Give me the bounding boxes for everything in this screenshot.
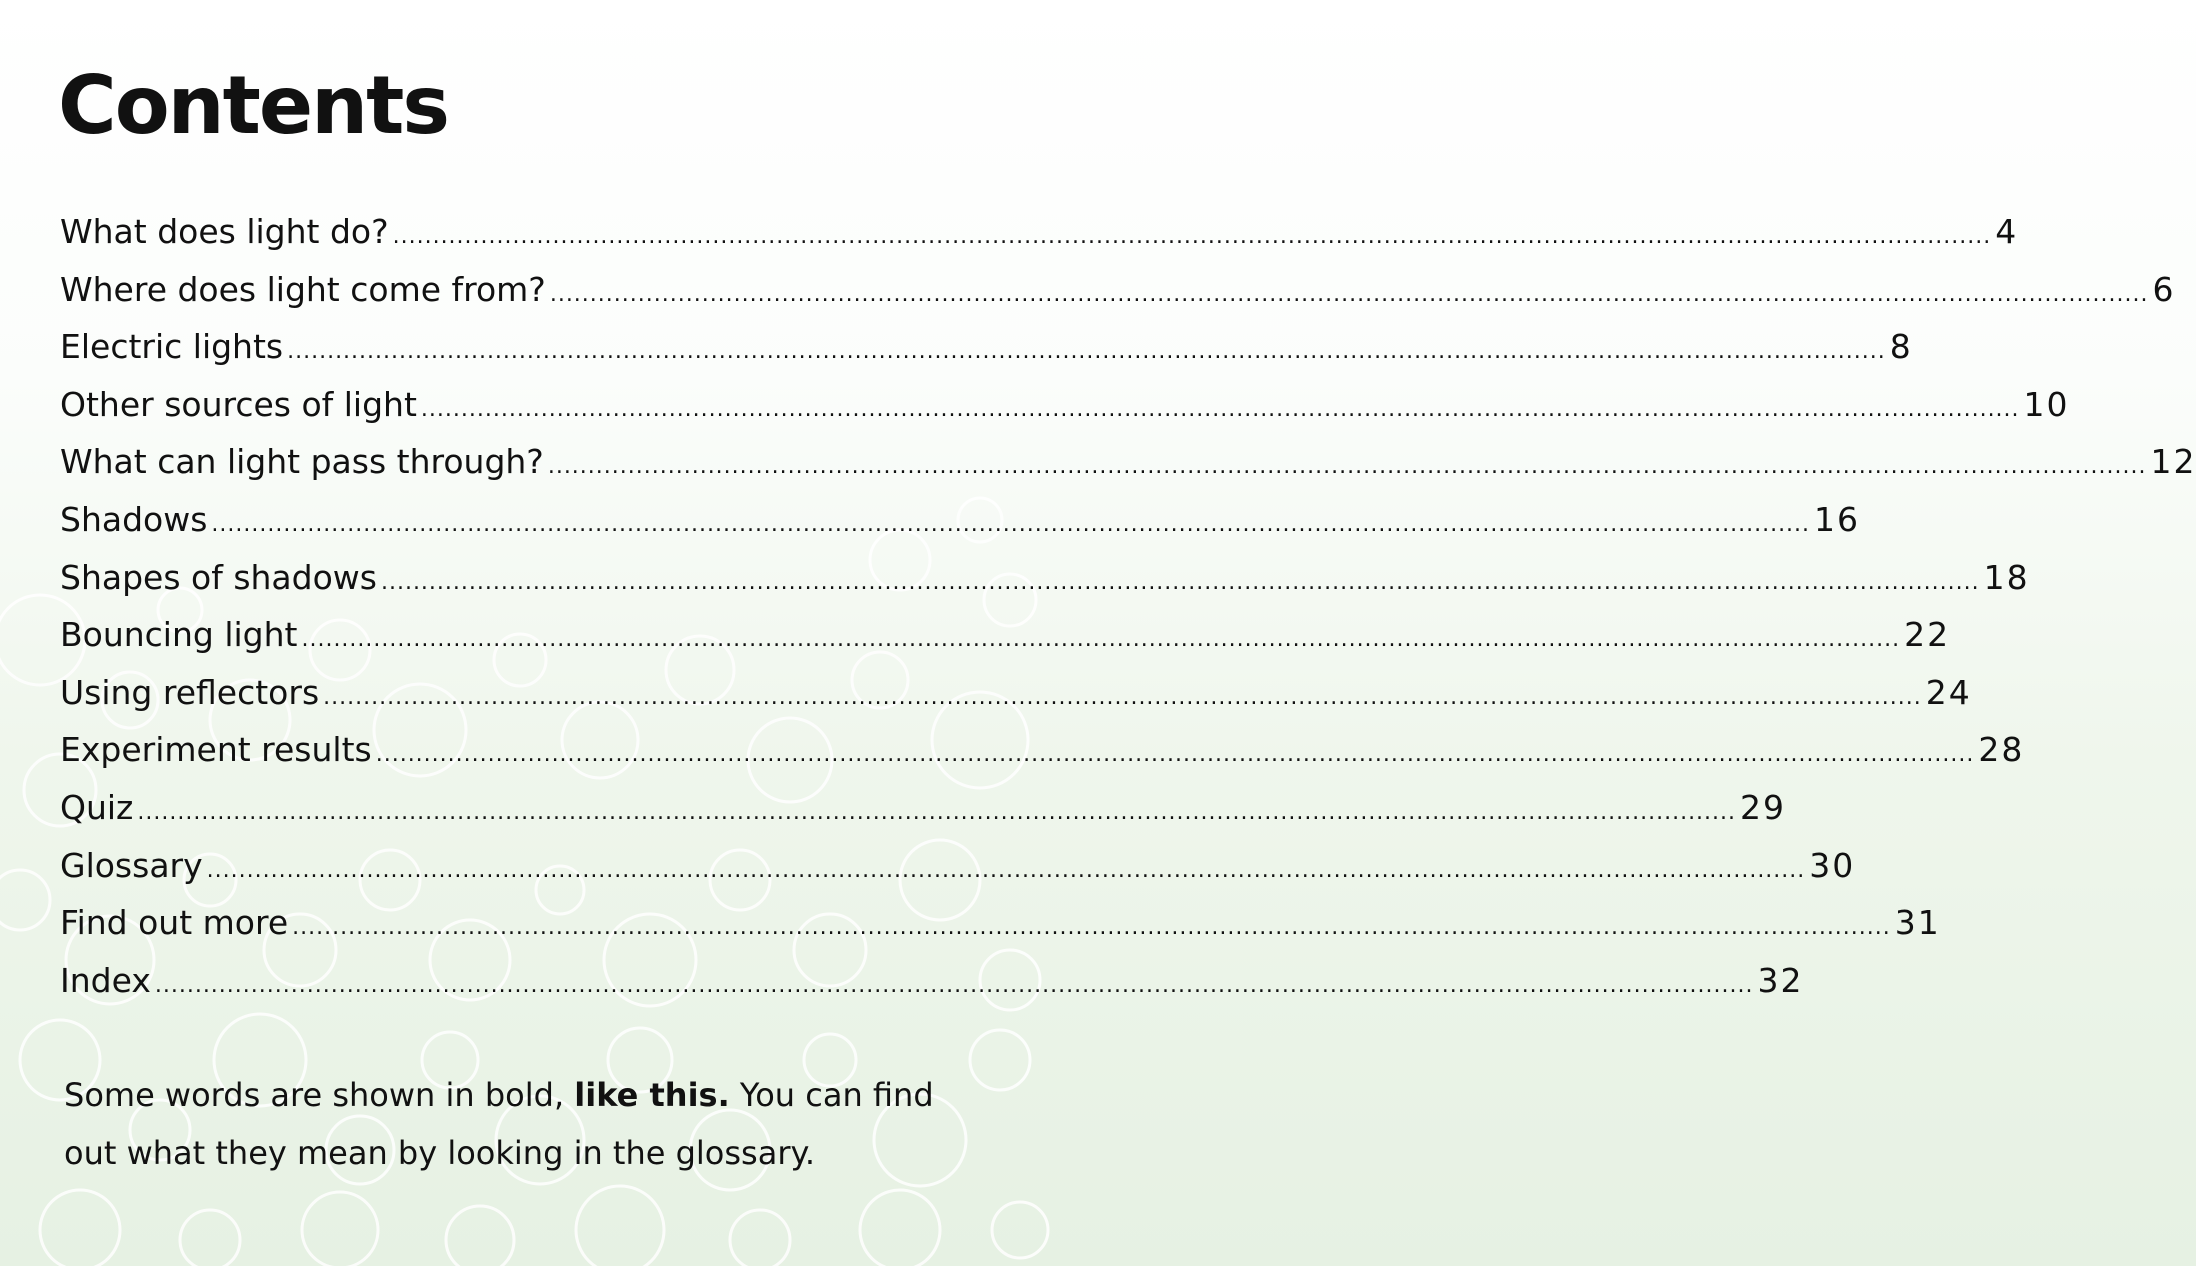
toc-entry-title: Shadows (60, 499, 208, 539)
toc-dot-leader: ........................................................................................................................................................................................................ (420, 396, 2020, 422)
toc-dot-leader: ........................................................................................................................................................................................................ (547, 454, 2147, 480)
toc-entry-title: Glossary (60, 845, 203, 885)
toc-page-number: 6 (2152, 269, 2176, 309)
toc-entry (60, 376, 2070, 434)
toc-dot-leader: ........................................................................................................................................................................................................ (211, 511, 1811, 537)
toc-page-number: 18 (1983, 557, 2030, 597)
toc-entry-title: Using reflectors (60, 672, 320, 712)
page-title: Contents (58, 59, 448, 152)
toc-dot-leader: ........................................................................................................................................................................................................ (549, 281, 2149, 307)
toc-dot-leader: ........................................................................................................................................................................................................ (206, 857, 1806, 883)
glossary-note (64, 1066, 954, 1182)
toc-dot-leader: ........................................................................................................................................................................................................ (154, 972, 1754, 998)
toc-dot-leader: ........................................................................................................................................................................................................ (292, 915, 1891, 941)
toc-entry-title: What can light pass through? (60, 442, 544, 482)
toc-entry-title: Index (60, 960, 151, 1000)
toc-page-number: 32 (1757, 960, 1804, 1000)
toc-dot-leader: ........................................................................................................................................................................................................ (392, 224, 1992, 249)
toc-dot-leader: ........................................................................................................................................................................................................ (323, 684, 1922, 710)
toc-page-number: 16 (1814, 499, 1861, 539)
toc-entry (60, 721, 2025, 779)
toc-dot-leader: ........................................................................................................................................................................................................ (287, 339, 1886, 365)
toc-dot-leader: ........................................................................................................................................................................................................ (380, 569, 1980, 595)
toc-entry-title: Other sources of light (60, 384, 417, 424)
toc-entry-title: Where does light come from? (60, 269, 546, 309)
toc-page-number: 29 (1740, 787, 1787, 827)
toc-entry-title: What does light do? (60, 212, 389, 251)
toc-entry-title: Shapes of shadows (60, 557, 377, 597)
toc-entry (60, 203, 2019, 261)
toc-entry (60, 664, 1972, 722)
toc-entry-title: Experiment results (60, 730, 372, 770)
toc-entry-title: Find out more (60, 903, 289, 943)
bold-example: like this. (574, 1076, 730, 1114)
toc-page-number: 4 (1995, 212, 2019, 251)
toc-page-number: 10 (2023, 384, 2070, 424)
toc-entry (60, 952, 1804, 1010)
toc-entry-title: Quiz (60, 787, 134, 827)
toc-entry (60, 894, 1941, 952)
toc-dot-leader: ........................................................................................................................................................................................................ (375, 742, 1975, 768)
toc-entry (60, 433, 2196, 491)
toc-entry (60, 779, 1787, 837)
toc-entry (60, 261, 2176, 319)
toc-page-number: 22 (1904, 615, 1951, 655)
glossary-note-text: Some words are shown in bold, (64, 1076, 575, 1114)
toc-page-number: 8 (1889, 327, 1913, 367)
toc-page-number: 28 (1978, 730, 2025, 770)
toc-page-number: 12 (2150, 442, 2196, 482)
toc-entry (60, 837, 1856, 895)
toc-entry-title: Electric lights (60, 327, 284, 367)
toc-dot-leader: ........................................................................................................................................................................................................ (301, 627, 1901, 653)
toc-page-number: 24 (1925, 672, 1972, 712)
toc-page-number: 31 (1894, 903, 1941, 943)
toc-entry (60, 318, 1913, 376)
toc-entry (60, 491, 1861, 549)
toc-entry (60, 549, 2030, 607)
toc-entry-title: Bouncing light (60, 615, 298, 655)
toc-entry (60, 606, 1951, 664)
toc-page-number: 30 (1809, 845, 1856, 885)
table-of-contents (60, 203, 2196, 1009)
toc-dot-leader: ........................................................................................................................................................................................................ (137, 799, 1737, 825)
glossary-note-text: You can find out what they mean by looking in the glossary. (64, 1076, 934, 1172)
